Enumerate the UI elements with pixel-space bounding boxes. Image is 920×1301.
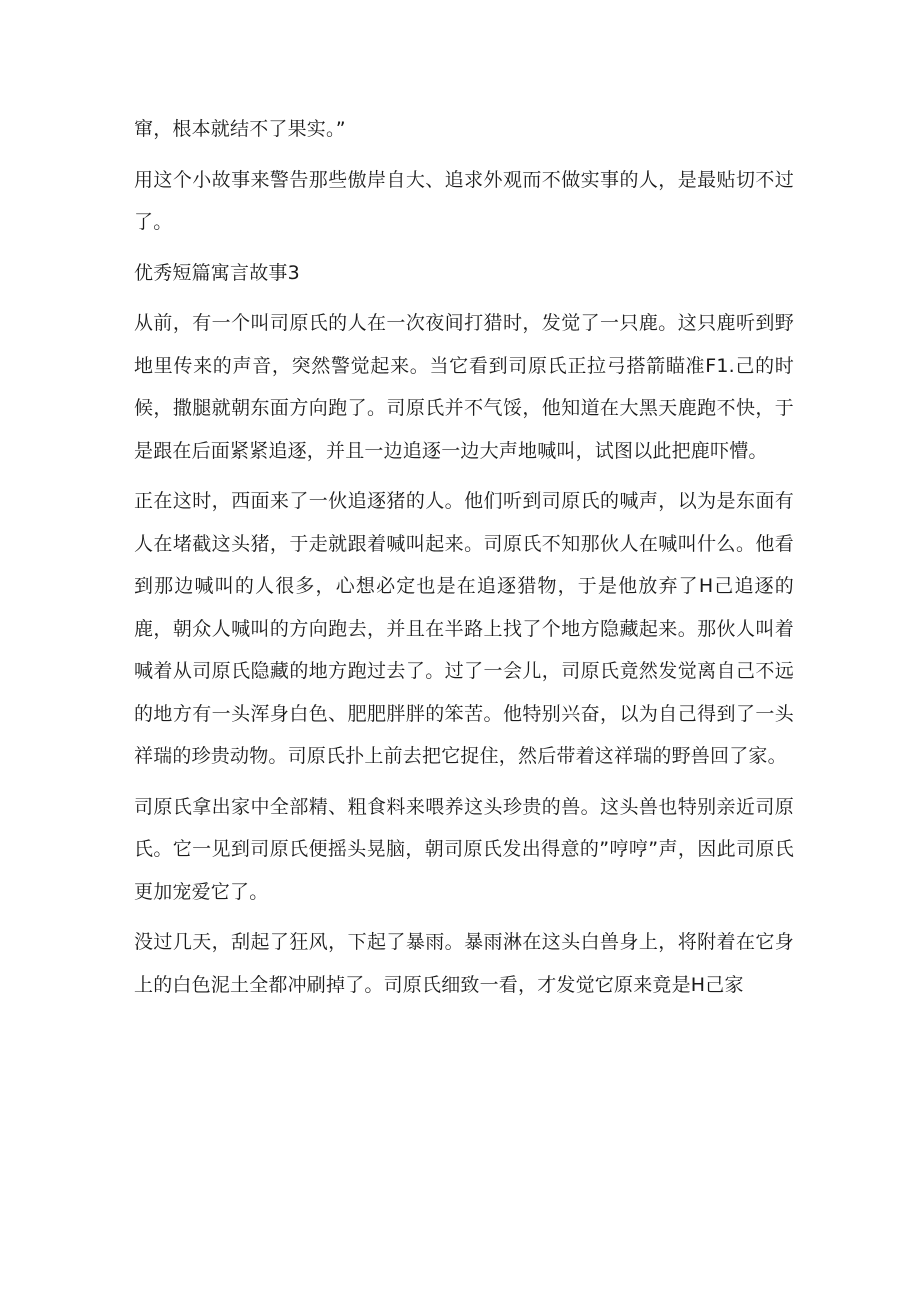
paragraph-story-4: 没过几天，刮起了狂风，下起了暴雨。暴雨淋在这头白兽身上，将附着在它身上的白色泥土全都冲刷掉了。司原氏细致一看，才发觉它原来竟是H己家 (134, 931, 794, 996)
paragraph-moral: 用这个小故事来警告那些傲岸自大、追求外观而不做实事的人，是最贴切不过了。 (134, 168, 794, 233)
document-body (134, 108, 794, 1014)
section-heading: 优秀短篇寓言故事3 (134, 261, 300, 284)
paragraph-story-3: 司原氏拿出家中全部精、粗食料来喂养这头珍贵的兽。这头兽也特别亲近司原氏。它一见到司原氏便摇头晃脑，朝司原氏发出得意的”哼哼”声，因此司原氏更加宠爱它了。 (134, 795, 794, 903)
paragraph-story-1: 从前，有一个叫司原氏的人在一次夜间打猎时，发觉了一只鹿。这只鹿听到野地里传来的声音，突然警觉起来。当它看到司原氏正拉弓搭箭瞄准F1.己的时候，撒腿就朝东面方向跑了。司原氏并不气馁，他知道在大黑天鹿跑不快，于是跟在后面紧紧追逐，并且一边追逐一边大声地喊叫，试图以此把鹿吓懵。 (134, 312, 794, 462)
paragraph-continuation: 窜，根本就结不了果实。” (134, 118, 346, 140)
paragraph-story-2: 正在这时，西面来了一伙追逐猪的人。他们听到司原氏的喊声，以为是东面有人在堵截这头猪，于走就跟着喊叫起来。司原氏不知那伙人在喊叫什么。他看到那边喊叫的人很多，心想必定也是在追逐猎物，于是他放弃了H己追逐的鹿，朝众人喊叫的方向跑去，并且在半路上找了个地方隐藏起来。那伙人叫着喊着从司原氏隐藏的地方跑过去了。过了一会儿，司原氏竟然发觉离自己不远的地方有一头浑身白色、肥肥胖胖的笨苦。他特别兴奋，以为自己得到了一头祥瑞的珍贵动物。司原氏扑上前去把它捉住，然后带着这祥瑞的野兽回了家。 (134, 490, 794, 767)
